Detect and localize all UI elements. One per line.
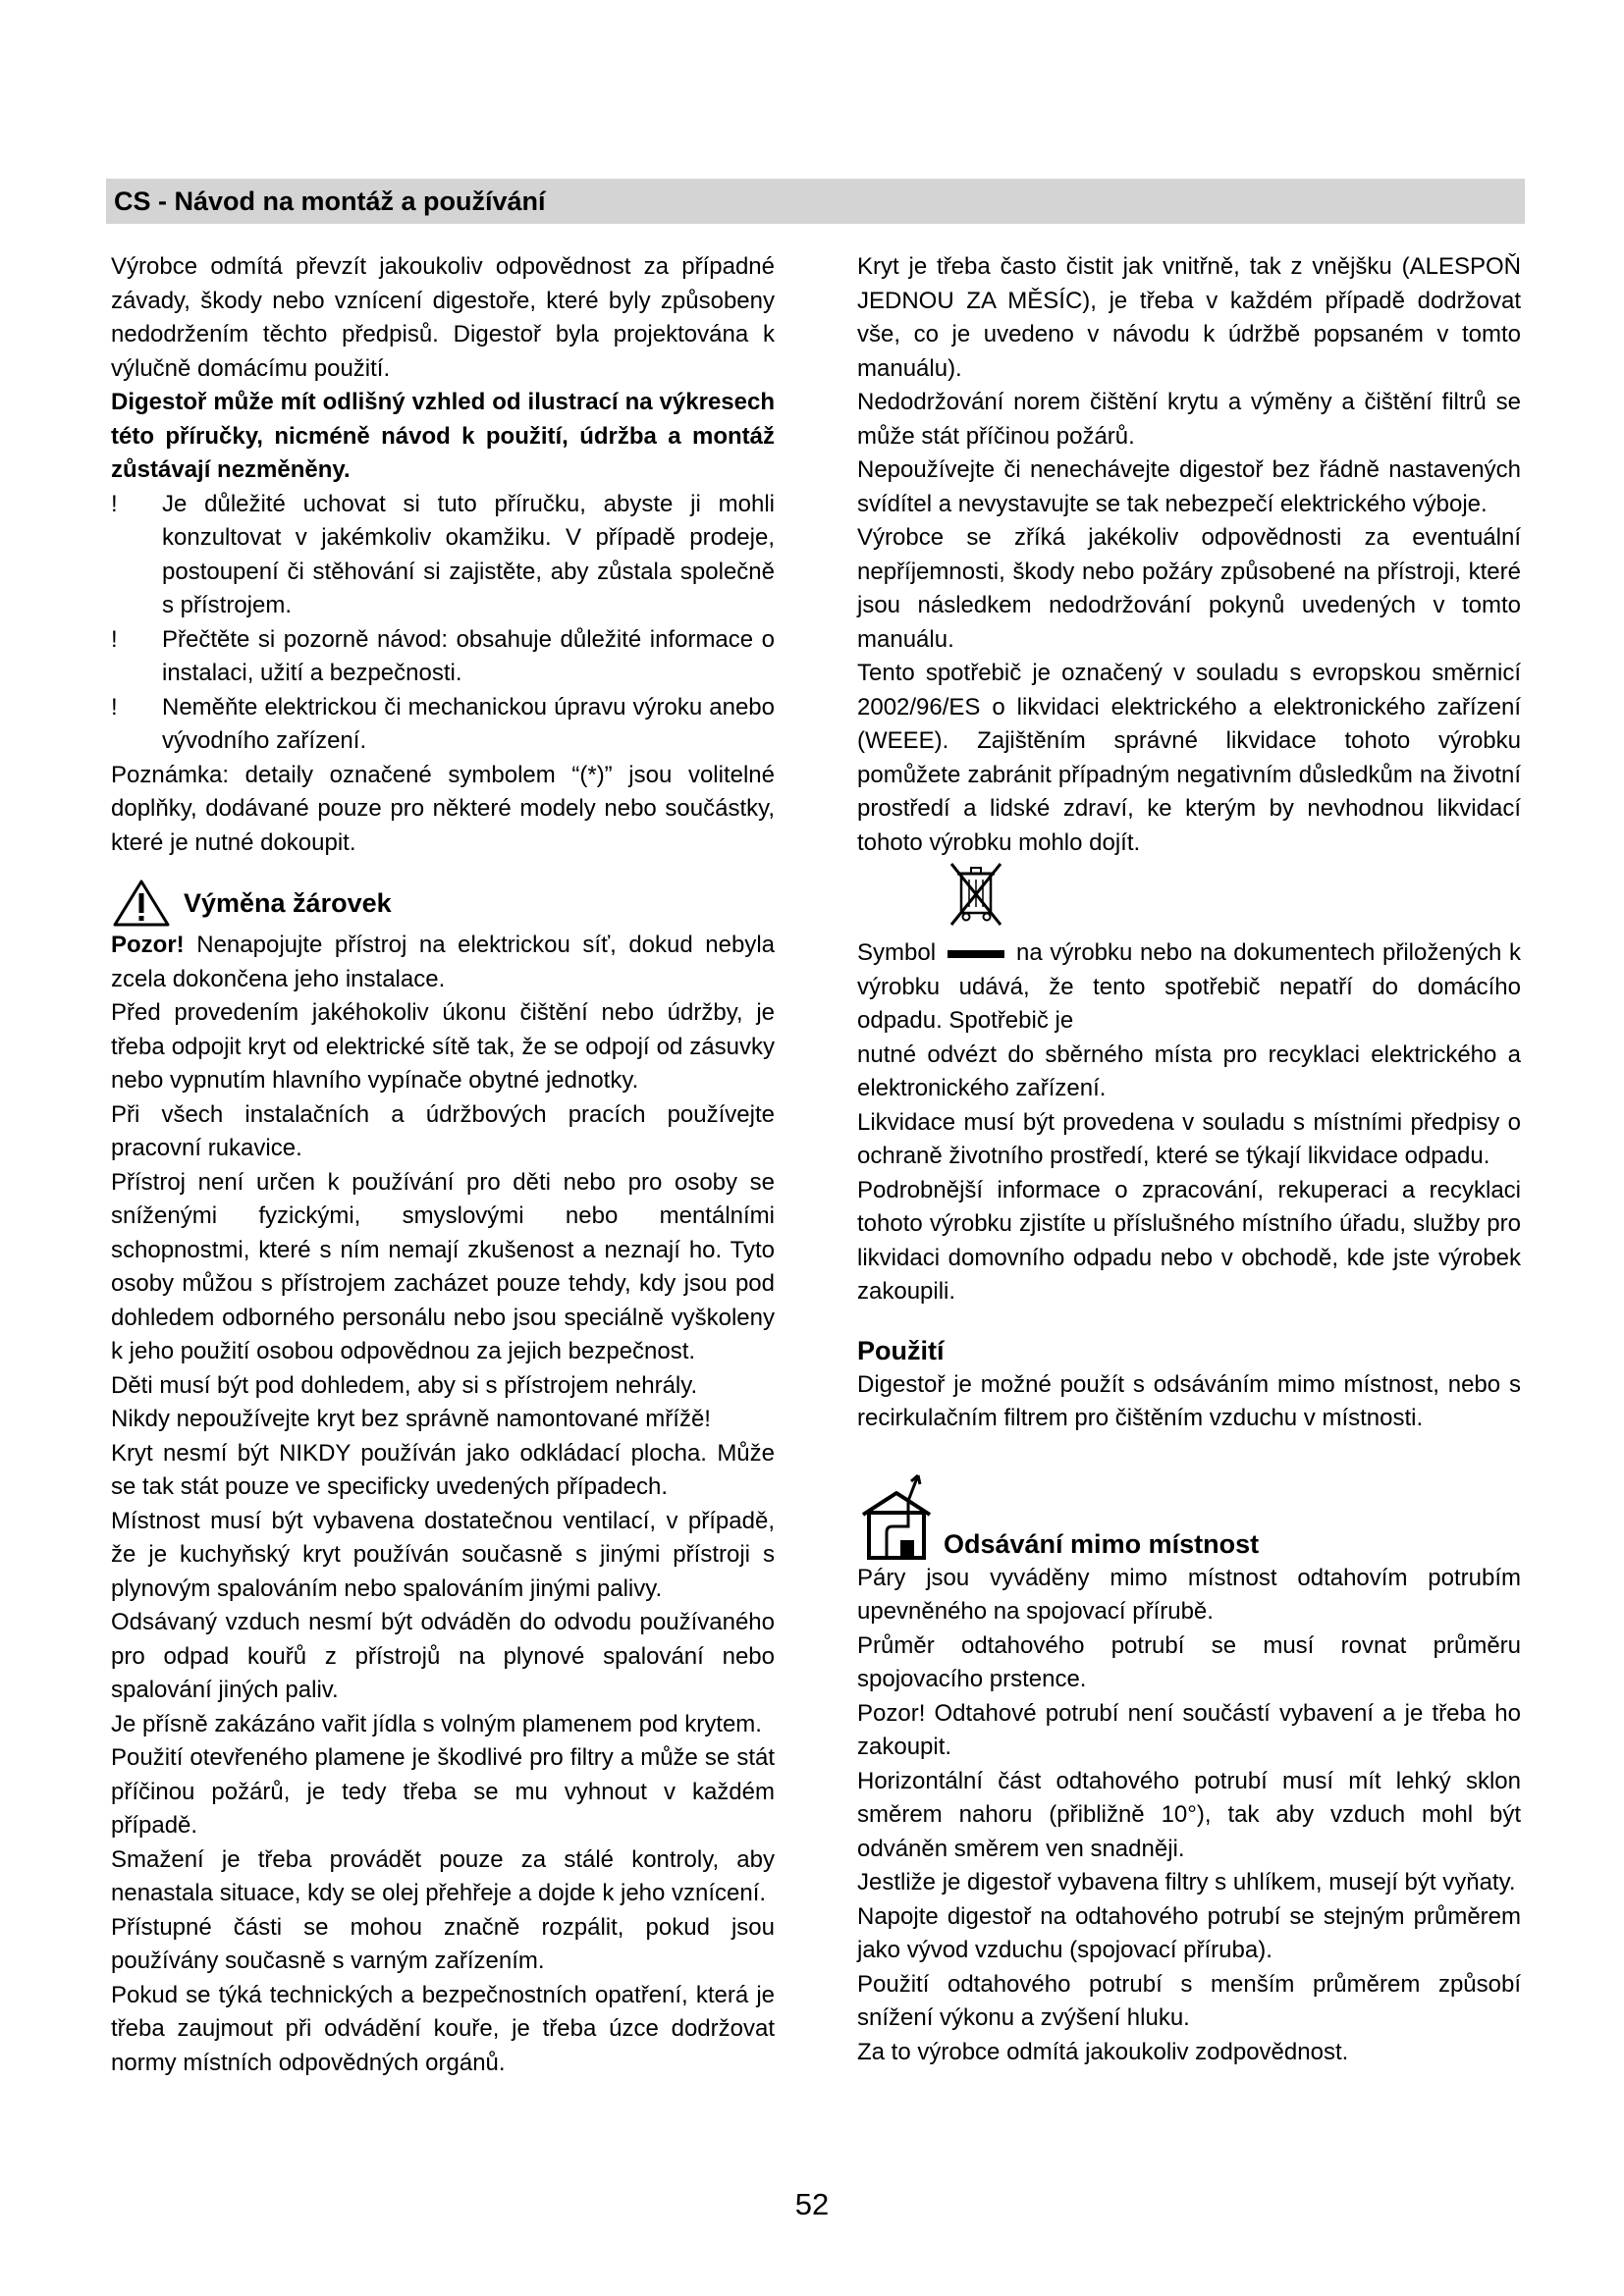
paragraph: Průměr odtahového potrubí se musí rovnat průměru spojovacího prstence. (857, 1631, 1521, 1692)
section-title: CS - Návod na montáž a používání (114, 187, 546, 216)
bold-note: Digestoř může mít odlišný vzhled od ilustrací na výkresech této příručky, nicméně návod k použití, údržba a montáž zůstávají nezměněny. (111, 389, 775, 483)
pozor-paragraph (111, 929, 775, 996)
pozor-text: Nenapojujte přístroj na elektrickou síť, dokud nebyla zcela dokončena jeho instalace. (111, 932, 775, 992)
paragraph: Páry jsou vyváděny mimo místnost odtahovím potrubím upevněného na spojovací přírubě. (857, 1564, 1521, 1625)
paragraph: Likvidace musí být provedena v souladu s místními předpisy o ochraně životního prostředí, které se týkají likvidace odpadu. (857, 1108, 1521, 1169)
paragraph: Použití otevřeného plamene je škodlivé pro filtry a může se stát příčinou požárů, je tedy třeba se mu vyhnout v každém případě. (111, 1744, 775, 1839)
paragraph: Jestliže je digestoř vybavena filtry s uhlíkem, musejí být vyňaty. (857, 1869, 1516, 1896)
section-header-bar (106, 179, 1525, 224)
paragraph: Přístupné části se mohou značně rozpálit, pokud jsou používány současně s varným zařízením. (111, 1913, 775, 1974)
paragraph: Kryt je třeba často čistit jak vnitřně, tak z vnějšku (ALESPOŇ JEDNOU ZA MĚSÍC), je třeba v každém případě dodržovat vše, co je uvedeno v návodu k údržbě popsaném v tomto manuálu). (857, 253, 1521, 382)
bullet-item (111, 488, 775, 623)
bullet-item (111, 623, 775, 691)
symbol-word: Symbol (857, 939, 937, 966)
paragraph: Podrobnější informace o zpracování, rekuperaci a recyklaci tohoto výrobku zjistíte u příslušného místního úřadu, služby pro likvidaci domovního odpadu nebo v obchodě, kde jste výrobek zakoupili. (857, 1176, 1521, 1305)
exclamation-mark: ! (111, 490, 118, 517)
paragraph: Děti musí být pod dohledem, aby si s přístrojem nehrály. (111, 1371, 698, 1399)
weee-bar-icon (947, 950, 1004, 958)
paragraph: Nikdy nepoužívejte kryt bez správně namontované mřížě! (111, 1406, 711, 1432)
paragraph: Nedodržování norem čištění krytu a výměny a čištění filtrů se může stát příčinou požárů. (857, 389, 1521, 450)
paragraph: Odsávaný vzduch nesmí být odváděn do odvodu používaného pro odpad kouřů z přístrojů na plynové spalování nebo spalování jiných paliv. (111, 1609, 775, 1703)
paragraph: Horizontální část odtahového potrubí musí mít lehký sklon směrem nahoru (přibližně 10°), tak aby vzduch mohl být odváněn směrem ven snadněji. (857, 1767, 1521, 1862)
bullet-item (111, 691, 775, 759)
use-title: Použití (857, 1335, 945, 1365)
bullet-text: Je důležité uchovat si tuto příručku, abyste ji mohli konzultovat v jakémkoliv okamžiku. V případě prodeje, postoupení či stěhování si zajistěte, aby zůstala společně s přístrojem. (162, 490, 775, 618)
paragraph: Přístroj není určen k používání pro děti nebo pro osoby se sníženými fyzickými, smyslovými nebo mentálními schopnostmi, které s ním nemají zkušenost a neznají ho. Tyto osoby můžou s přístrojem zacházet pouze tehdy, kdy jsou pod dohledem odborného personálu nebo jsou speciálně vyškoleny k jeho použití osobou odpovědnou za jejich bezpečnost. (111, 1168, 775, 1364)
crossed-bin-icon (947, 860, 1004, 931)
exclamation-mark: ! (111, 693, 118, 721)
paragraph: Kryt nesmí být NIKDY používán jako odkládací plocha. Může se tak stát pouze ve specificky uvedených případech. (111, 1439, 775, 1500)
right-column (857, 250, 1521, 2069)
bullet-text: Přečtěte si pozorně návod: obsahuje důležité informace o instalaci, užití a bezpečnosti. (162, 625, 775, 686)
symbol-text: na výrobku nebo na dokumentech přiložených k výrobku udává, že tento spotřebič nepatří do domácího odpadu. Spotřebič je (857, 939, 1521, 1034)
paragraph: Napojte digestoř na odtahového potrubí se stejným průměrem jako vývod vzduchu (spojovací příruba). (857, 1902, 1521, 1963)
paragraph: Nepoužívejte či nenechávejte digestoř bez řádně nastavených svídítel a nevystavujte se tak nebezpečí elektrického výboje. (857, 456, 1521, 517)
house-exhaust-icon (857, 1471, 938, 1562)
exclamation-mark: ! (111, 625, 118, 653)
paragraph: Pozor! Odtahové potrubí není součástí vybavení a je třeba ho zakoupit. (857, 1699, 1521, 1760)
paragraph: Před provedením jakéhokoliv úkonu čištění nebo údržby, je třeba odpojit kryt od elektrické sítě tak, že se odpojí od zásuvky nebo vypnutím hlavního vypínače obytné jednotky. (111, 999, 775, 1094)
intro-paragraph: Výrobce odmítá převzít jakoukoliv odpovědnost za případné závady, škody nebo vznícení digestoře, které byly způsobeny nedodržením těchto předpisů. Digestoř byla projektována k výlučně domácímu použití. (111, 253, 775, 382)
weee-symbol-block (857, 860, 1521, 936)
exhaust-title: Odsávání mimo místnost (944, 1528, 1260, 1559)
paragraph: Smažení je třeba provádět pouze za stálé kontroly, aby nenastala situace, kdy se olej přehřeje a dojde k jeho vznícení. (111, 1845, 775, 1906)
paragraph: Pokud se týká technických a bezpečnostních opatření, která je třeba zaujmout při odvádění kouře, je třeba úzce dodržovat normy místních odpovědných orgánů. (111, 1981, 775, 2076)
paragraph: Za to výrobce odmítá jakoukoliv zodpovědnost. (857, 2038, 1349, 2065)
paragraph: Tento spotřebič je označený v souladu s evropskou směrnicí 2002/96/ES o likvidaci elektrického a elektronického zařízení (WEEE). Zajištěním správné likvidace tohoto výrobku pomůžete zabránit případným negativním důsledkům na životní prostředí a lidské zdraví, ke kterým by nevhodnou likvidací tohoto výrobku mohlo dojít. (857, 660, 1521, 856)
bullet-text: Neměňte elektrickou či mechanickou úpravu výroku anebo vývodního zařízení. (162, 693, 775, 754)
lamp-section-heading (111, 878, 775, 929)
warning-triangle-icon (111, 878, 172, 929)
exhaust-section-heading (857, 1471, 1521, 1562)
left-column (111, 250, 775, 2080)
lamp-title: Výměna žárovek (184, 888, 392, 918)
symbol-paragraph (857, 936, 1521, 1039)
paragraph: Digestoř je možné použít s odsáváním mimo místnost, nebo s recirkulačním filtrem pro čištěním vzduchu v místnosti. (857, 1370, 1521, 1431)
paragraph: Je přísně zakázáno vařit jídla s volným plamenem pod krytem. (111, 1710, 762, 1737)
paragraph: nutné odvézt do sběrného místa pro recyklaci elektrického a elektronického zařízení. (857, 1041, 1521, 1101)
page-number: 52 (794, 2187, 830, 2221)
paragraph: Výrobce se zříká jakékoliv odpovědnosti za eventuální nepříjemnosti, škody nebo požáry způsobené na přístroji, které jsou následkem nedodržování pokynů uvedených v tomto manuálu. (857, 524, 1521, 653)
pozor-label: Pozor! (111, 932, 185, 958)
paragraph: Při všech instalačních a údržbových pracích používejte pracovní rukavice. (111, 1100, 775, 1161)
paragraph: Použití odtahového potrubí s menším průměrem způsobí snížení výkonu a zvýšení hluku. (857, 1970, 1521, 2031)
paragraph: Místnost musí být vybavena dostatečnou ventilací, v případě, že je kuchyňský kryt používán současně s jinými přístroji s plynovým spalováním nebo spalováním jinými palivy. (111, 1507, 775, 1602)
note-paragraph: Poznámka: detaily označené symbolem “(*)” jsou volitelné doplňky, dodávané pouze pro některé modely nebo součástky, které je nutné dokoupit. (111, 761, 775, 856)
